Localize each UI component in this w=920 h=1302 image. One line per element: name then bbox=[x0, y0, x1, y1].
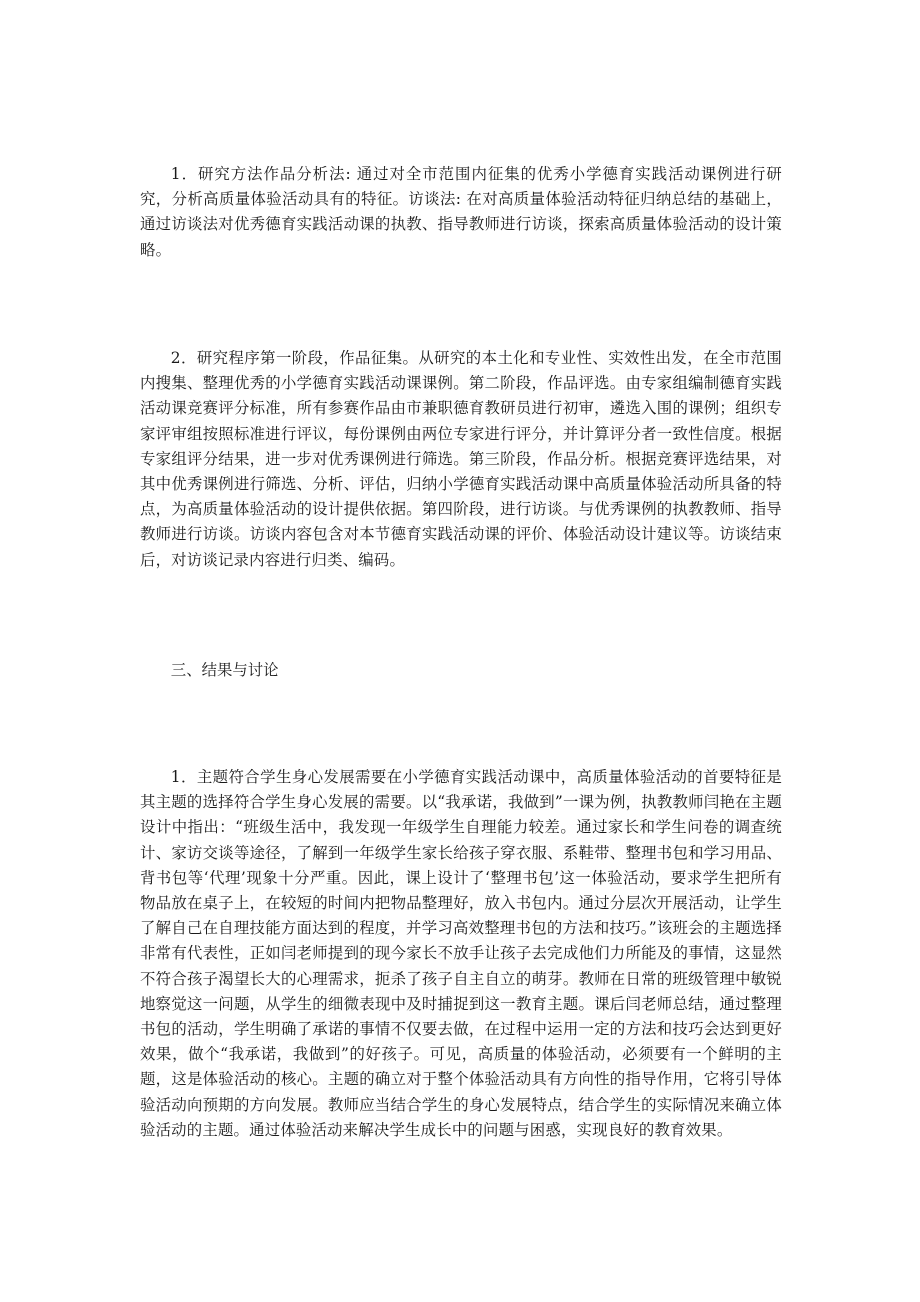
paragraph-research-procedure: 2．研究程序第一阶段，作品征集。从研究的本土化和专业性、实效性出发，在全市范围内搜集、整理优秀的小学德育实践活动课课例。第二阶段，作品评选。由专家组编制德育实践活动课竞赛评分标准，所有参赛作品由市兼职德育教研员进行初审，遴选入围的课例；组织专家评审组按照标准进行评议，每份课例由两位专家进行评分，并计算评分者一致性信度。根据专家组评分结果，进一步对优秀课例进行筛选。第三阶段，作品分析。根据竞赛评选结果，对其中优秀课例进行筛选、分析、评估，归纳小学德育实践活动课中高质量体验活动所具备的特点，为高质量体验活动的设计提供依据。第四阶段，进行访谈。与优秀课例的执教教师、指导教师进行访谈。访谈内容包含对本节德育实践活动课的评价、体验活动设计建议等。访谈结束后，对访谈记录内容进行归类、编码。 bbox=[140, 349, 782, 569]
paragraph-theme-development: 1．主题符合学生身心发展需要在小学德育实践活动课中，高质量体验活动的首要特征是其主题的选择符合学生身心发展的需要。以“我承诺，我做到”一课为例，执教教师闫艳在主题设计中指出：“班级生活中，我发现一年级学生自理能力较差。通过家长和学生问卷的调查统计、家访交谈等途径，了解到一年级学生家长给孩子穿衣服、系鞋带、整理书包和学习用品、背书包等‘代理’现象十分严重。因此，课上设计了‘整理书包’这一体验活动，要求学生把所有物品放在桌子上，在较短的时间内把物品整理好，放入书包内。通过分层次开展活动，让学生了解自己在自理技能方面达到的程度，并学习高效整理书包的方法和技巧。”该班会的主题选择非常有代表性，正如闫老师提到的现今家长不放手让孩子去完成他们力所能及的事情，这显然不符合孩子渴望长大的心理需求，扼杀了孩子自主自立的萌芽。教师在日常的班级管理中敏锐地察觉这一问题，从学生的细微表现中及时捕捉到这一教育主题。课后闫老师总结，通过整理书包的活动，学生明确了承诺的事情不仅要去做，在过程中运用一定的方法和技巧会达到更好效果，做个“我承诺，我做到”的好孩子。可见，高质量的体验活动，必须要有一个鲜明的主题，这是体验活动的核心。主题的确立对于整个体验活动具有方向性的指导作用，它将引导体验活动向预期的方向发展。教师应当结合学生的身心发展特点，结合学生的实际情况来确立体验活动的主题。通过体验活动来解决学生成长中的问题与困惑，实现良好的教育效果。 bbox=[140, 768, 782, 1139]
paragraph-research-method: 1．研究方法作品分析法: 通过对全市范围内征集的优秀小学德育实践活动课例进行研究，分析高质量体验活动具有的特征。访谈法: 在对高质量体验活动特征归纳总结的基础上，通过访谈法对优秀德育实践活动课的执教、指导教师进行访谈，探索高质量体验活动的设计策略。 bbox=[140, 165, 782, 259]
section-heading-results: 三、结果与讨论 bbox=[170, 661, 279, 679]
